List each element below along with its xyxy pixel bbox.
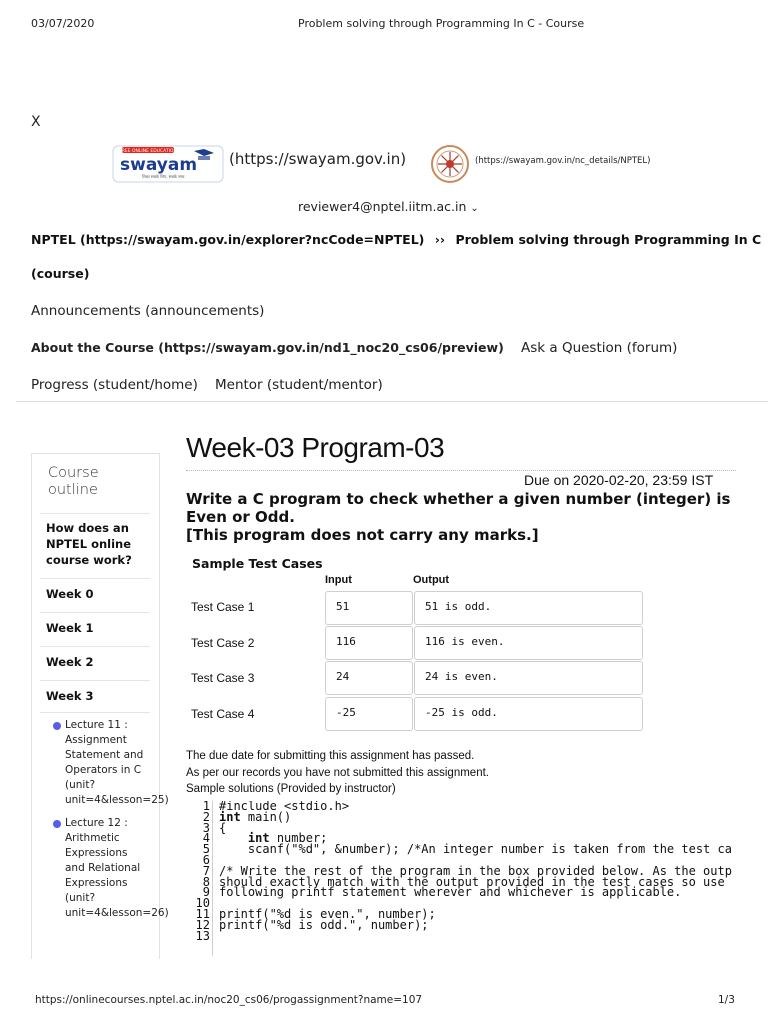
code-keyword: int	[219, 809, 241, 824]
sidebar-item-week-2[interactable]: Week 2	[46, 655, 94, 669]
nav-about-course[interactable]: About the Course (https://swayam.gov.in/nd1_noc20_cs06/preview)	[31, 340, 504, 355]
lecture-line: unit=4&lesson=26)	[65, 907, 169, 919]
swayam-logo-graphic	[112, 145, 224, 183]
nptel-logo[interactable]	[430, 144, 470, 184]
lecture-line: Lecture 11 :	[65, 719, 128, 731]
sidebar-lecture-11[interactable]	[65, 718, 169, 808]
user-email: reviewer4@nptel.iitm.ac.in	[298, 199, 467, 214]
test-case-input: 116	[325, 626, 413, 660]
code-line: following printf statement wherever and whichever is applicable.	[219, 885, 682, 900]
question-line: Even or Odd.	[186, 508, 295, 526]
sidebar-item-how-it-works[interactable]	[46, 520, 132, 568]
line-number: 5	[202, 842, 210, 857]
info-not-submitted: As per our records you have not submitted this assignment.	[186, 767, 489, 779]
sidebar-item-week-1[interactable]: Week 1	[46, 621, 94, 635]
line-number: 12	[195, 917, 210, 932]
sidebar-lecture-12[interactable]	[65, 816, 169, 921]
lecture-line: Expressions	[65, 877, 128, 889]
lecture-line: Statement and	[65, 749, 144, 761]
code-line: printf("%d is even.", number);	[219, 906, 436, 921]
lecture-line: Assignment	[65, 734, 127, 746]
sidebar-divider	[40, 680, 150, 681]
test-case-label: Test Case 1	[191, 600, 255, 614]
lecture-status-dot-icon	[53, 820, 61, 828]
lecture-status-dot-icon	[53, 722, 61, 730]
print-title: Problem solving through Programming In C - Course	[298, 17, 585, 30]
code-line	[219, 931, 732, 942]
sidebar-item-week-3[interactable]: Week 3	[46, 689, 94, 703]
test-case-output: 51 is odd.	[414, 591, 643, 625]
code-line: scanf("%d", &number); /*An integer number is taken from the test ca	[219, 842, 732, 857]
code-line: {	[219, 820, 227, 835]
column-header-output: Output	[413, 574, 450, 586]
lecture-line: and Relational	[65, 862, 141, 874]
nav-progress[interactable]: Progress (student/home)	[31, 377, 198, 393]
line-number: 10	[195, 896, 210, 911]
code-line: printf("%d is odd.", number);	[219, 917, 429, 932]
nav-divider	[16, 401, 768, 402]
line-number: 9	[202, 885, 210, 900]
code-line: int number;	[247, 831, 328, 846]
title-divider	[186, 470, 736, 471]
due-date: Due on 2020-02-20, 23:59 IST	[524, 472, 714, 488]
lecture-line: Arithmetic	[65, 832, 120, 844]
line-number: 2	[202, 809, 210, 824]
lecture-line: Expressions	[65, 847, 128, 859]
swayam-word: swayam	[120, 155, 198, 175]
chevron-down-icon: ⌄	[470, 203, 479, 214]
swayam-link[interactable]: (https://swayam.gov.in)	[229, 150, 407, 168]
info-sample-solutions: Sample solutions (Provided by instructor)	[186, 783, 396, 795]
test-case-input: -25	[325, 697, 413, 731]
code-line: should exactly match with the output provided in the test cases so use	[219, 874, 725, 889]
test-case-output: 116 is even.	[414, 626, 643, 660]
question-line: [This program does not carry any marks.]	[186, 526, 539, 544]
breadcrumb	[31, 232, 761, 247]
page-title: Week-03 Program-03	[186, 432, 445, 463]
nav-mentor[interactable]: Mentor (student/mentor)	[215, 377, 383, 393]
lecture-line: Lecture 12 :	[65, 817, 128, 829]
sidebar-item-week-0[interactable]: Week 0	[46, 587, 94, 601]
lecture-line: unit=4&lesson=25)	[65, 794, 169, 806]
code-line: #include <stdio.h>	[219, 801, 350, 813]
breadcrumb-nptel[interactable]: NPTEL (https://swayam.gov.in/explorer?ncCode=NPTEL)	[31, 232, 425, 247]
lecture-line: (unit?	[65, 892, 96, 904]
sidebar-item-how-line1: How does an	[46, 521, 129, 535]
test-case-output: 24 is even.	[414, 661, 643, 695]
user-menu[interactable]	[298, 199, 479, 214]
print-footer-page: 1/3	[718, 994, 735, 1006]
line-number: 7	[202, 863, 210, 878]
swayam-logo[interactable]	[112, 145, 224, 183]
line-number: 13	[195, 928, 210, 943]
code-line: /* Write the rest of the program in the box provided below. As the outp	[219, 863, 732, 878]
question-text	[186, 490, 746, 544]
code-viewer[interactable]	[186, 801, 768, 956]
info-due-passed: The due date for submitting this assignment has passed.	[186, 750, 475, 762]
line-number: 3	[202, 820, 210, 835]
sidebar-divider	[40, 646, 150, 647]
column-header-input: Input	[325, 574, 352, 586]
course-outline-title-line1: Course	[48, 465, 99, 481]
code-lines	[219, 801, 732, 941]
test-case-input: 24	[325, 661, 413, 695]
sidebar-divider	[40, 513, 150, 514]
test-case-output: -25 is odd.	[414, 697, 643, 731]
nptel-link[interactable]: (https://swayam.gov.in/nc_details/NPTEL)	[475, 156, 651, 166]
print-footer-url: https://onlinecourses.nptel.ac.in/noc20_cs06/progassignment?name=107	[35, 994, 423, 1006]
test-case-input: 51	[325, 591, 413, 625]
breadcrumb-course[interactable]: Problem solving through Programming In C	[455, 232, 762, 247]
swayam-tagline: शिक्षा सबके लिए, सबके साथ	[142, 174, 185, 179]
nav-announcements[interactable]: Announcements (announcements)	[31, 303, 265, 319]
sidebar-divider	[40, 578, 150, 579]
test-case-label: Test Case 4	[191, 707, 255, 721]
lecture-line: Operators in C	[65, 764, 142, 776]
print-date: 03/07/2020	[31, 17, 95, 30]
course-outline-title-line2: outline	[48, 482, 98, 498]
test-case-label: Test Case 3	[191, 671, 255, 685]
line-number-gutter	[186, 801, 213, 956]
lecture-line: (unit?	[65, 779, 96, 791]
test-case-label: Test Case 2	[191, 636, 255, 650]
sidebar-item-how-line3: course work?	[46, 553, 132, 567]
close-button[interactable]: X	[31, 114, 41, 130]
line-number: 6	[202, 852, 210, 867]
line-number: 4	[202, 831, 210, 846]
sidebar-divider	[40, 612, 150, 613]
line-number: 8	[202, 874, 210, 889]
question-line: Write a C program to check whether a given number (integer) is	[186, 490, 731, 508]
course-outline-sidebar	[31, 453, 169, 959]
sidebar-item-how-line2: NPTEL online	[46, 537, 132, 551]
line-number: 11	[195, 906, 210, 921]
line-number: 1	[202, 801, 210, 813]
nptel-seal-icon	[430, 144, 470, 184]
course-outline-title	[48, 465, 99, 499]
code-line: int main()	[219, 809, 292, 824]
breadcrumb-course-suffix[interactable]: (course)	[31, 266, 90, 281]
swayam-badge: FREE ONLINE EDUCATION	[119, 149, 177, 154]
sample-test-cases-heading: Sample Test Cases	[192, 556, 323, 571]
breadcrumb-separator: ››	[434, 232, 446, 247]
sidebar-divider	[40, 712, 150, 713]
code-keyword: int	[247, 831, 270, 846]
nav-ask-question[interactable]: Ask a Question (forum)	[521, 340, 678, 356]
